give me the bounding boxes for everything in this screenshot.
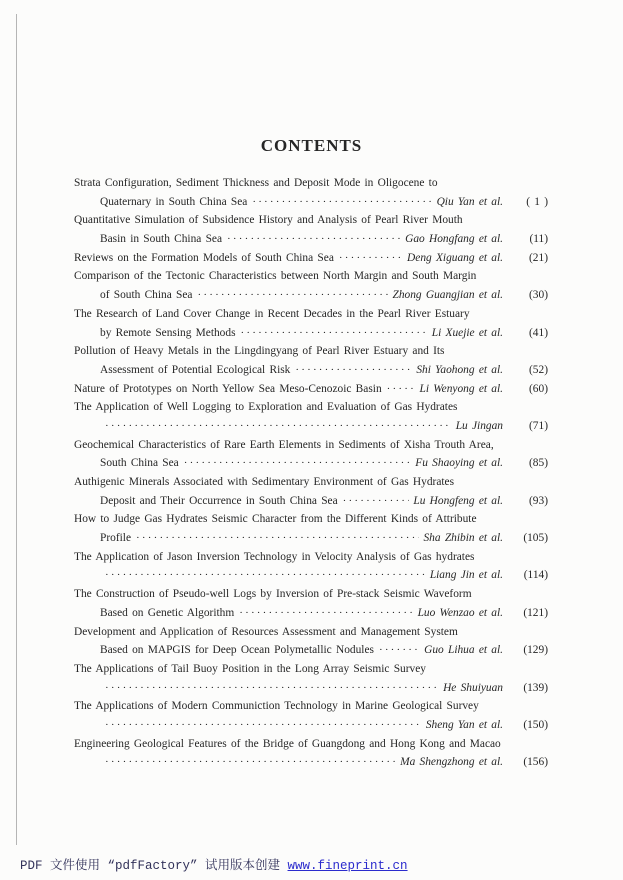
toc-entry-title: Deposit and Their Occurrence in South China Sea: [100, 494, 338, 507]
dot-leader: [343, 495, 410, 507]
toc-entry-author: He Shuiyuan: [443, 681, 503, 694]
toc-line: [74, 327, 548, 346]
toc-entry-author: Lu Hongfeng et al.: [413, 494, 503, 507]
toc-line: [74, 626, 548, 645]
toc-line: [74, 401, 548, 420]
dot-leader: [252, 196, 432, 208]
dot-leader: [184, 457, 412, 469]
toc-entry-title: Quantitative Simulation of Subsidence History and Analysis of Pearl River Mouth: [74, 214, 463, 227]
toc-line: [74, 308, 548, 327]
watermark-text: PDF 文件使用 “pdfFactory” 试用版本创建: [20, 859, 288, 873]
toc-entry-author: Qiu Yan et al.: [436, 195, 503, 208]
toc-line: [74, 420, 548, 439]
toc-entry-page: (21): [529, 251, 548, 264]
dot-leader: [105, 569, 426, 581]
dot-leader: [387, 383, 416, 395]
dot-leader: [241, 327, 428, 339]
toc-line: [74, 345, 548, 364]
fineprint-link[interactable]: www.fineprint.cn: [287, 859, 408, 873]
toc-line: [74, 663, 548, 682]
toc-entry-page: (93): [529, 494, 548, 507]
toc-entry-title: How to Judge Gas Hydrates Seismic Character from the Different Kinds of Attribute: [74, 513, 477, 526]
toc-entry-author: Zhong Guangjian et al.: [392, 289, 503, 302]
dot-leader: [379, 644, 420, 656]
toc-entry-page: (121): [523, 606, 548, 619]
toc-entry-title: Based on MAPGIS for Deep Ocean Polymetallic Nodules: [100, 644, 374, 657]
dot-leader: [227, 233, 401, 245]
toc-entry-author: Deng Xiguang et al.: [407, 251, 503, 264]
toc-entry-title: The Applications of Tail Buoy Position in the Long Array Seismic Survey: [74, 662, 426, 675]
dot-leader: [105, 719, 422, 731]
toc-entry-title: of South China Sea: [100, 289, 193, 302]
dot-leader: [339, 252, 403, 264]
toc-entry-title: Comparison of the Tectonic Characteristics between North Margin and South Margin: [74, 270, 477, 283]
toc-entry-title: Based on Genetic Algorithm: [100, 606, 235, 619]
toc-entry-title: Basin in South China Sea: [100, 233, 223, 246]
toc-entry-page: (41): [529, 326, 548, 339]
toc-entry-title: Nature of Prototypes on North Yellow Sea Meso-Cenozoic Basin: [74, 382, 382, 395]
toc-entry-page: (52): [529, 363, 548, 376]
toc-entry-title: Strata Configuration, Sediment Thickness and Deposit Mode in Oligocene to: [74, 177, 438, 189]
toc-line: [74, 214, 548, 233]
toc-line: [74, 682, 548, 701]
toc-line: [74, 513, 548, 532]
toc-line: [74, 233, 548, 252]
toc-entry-author: Liang Jin et al.: [429, 569, 503, 582]
dot-leader: [197, 289, 388, 301]
toc-entry-page: (105): [523, 532, 548, 545]
dot-leader: [295, 364, 412, 376]
toc-entry-page: (71): [529, 419, 548, 432]
toc-entry-author: Li Xuejie et al.: [431, 326, 503, 339]
toc-entry-page: ( 1 ): [526, 195, 548, 208]
toc-entry-title: Engineering Geological Features of the Bridge of Guangdong and Hong Kong and Macao: [74, 737, 501, 750]
toc-line: [74, 738, 548, 757]
toc-entry-title: The Applications of Modern Communiction Technology in Marine Geological Survey: [74, 700, 479, 713]
toc-entry-author: Sha Zhibin et al.: [423, 532, 503, 545]
toc-line: [74, 289, 548, 308]
toc-entry-page: (139): [523, 681, 548, 694]
dot-leader: [239, 607, 413, 619]
toc-line: [74, 495, 548, 514]
toc-entry-author: Sheng Yan et al.: [425, 718, 503, 731]
toc-entry-title: Profile: [100, 532, 132, 545]
toc-line: [74, 383, 548, 402]
toc-entry-author: Gao Hongfang et al.: [405, 233, 503, 246]
toc-line: [74, 476, 548, 495]
pdf-watermark-footer: [20, 855, 408, 873]
toc-entry-author: Luo Wenzao et al.: [417, 606, 503, 619]
toc-line: [74, 588, 548, 607]
toc-entry-page: (150): [523, 718, 548, 731]
toc-line: [74, 177, 548, 196]
toc-entry-title: by Remote Sensing Methods: [100, 326, 236, 339]
toc-entry-title: Authigenic Minerals Associated with Sedimentary Environment of Gas Hydrates: [74, 476, 455, 488]
toc-line: [74, 196, 548, 215]
toc-entry-title: Reviews on the Formation Models of South China Sea: [74, 251, 334, 264]
toc-entry-page: (11): [529, 233, 548, 246]
toc-line: [74, 607, 548, 626]
toc-entry-title: The Application of Jason Inversion Technology in Velocity Analysis of Gas hydrates: [74, 550, 475, 563]
toc-entry-author: Shi Yaohong et al.: [416, 363, 503, 376]
toc-entry-page: (60): [529, 382, 548, 395]
toc-line: [74, 756, 548, 775]
toc-line: [74, 700, 548, 719]
toc-line: [74, 270, 548, 289]
toc-entry-author: Ma Shengzhong et al.: [400, 756, 503, 769]
toc-entry-author: Fu Shaoying et al.: [415, 457, 503, 470]
toc-line: [74, 644, 548, 663]
toc-entry-title: Assessment of Potential Ecological Risk: [100, 363, 291, 376]
toc-entry-author: Guo Lihua et al.: [424, 644, 503, 657]
toc-entry-author: Lu Jingan: [455, 419, 503, 432]
toc-entry-page: (114): [523, 569, 548, 582]
dot-leader: [105, 420, 452, 432]
toc-entry-author: Li Wenyong et al.: [419, 382, 503, 395]
toc-entry-title: Quaternary in South China Sea: [100, 195, 248, 208]
toc-line: [74, 569, 548, 588]
page-title: CONTENTS: [260, 136, 363, 155]
toc-entry-page: (156): [523, 756, 548, 769]
toc-entry-title: Pollution of Heavy Metals in the Lingdingyang of Pearl River Estuary and Its: [74, 345, 445, 358]
toc-entry-page: (30): [529, 289, 548, 302]
dot-leader: [136, 532, 419, 544]
toc-line: [74, 457, 548, 476]
toc-line: [74, 439, 548, 458]
dot-leader: [105, 682, 439, 694]
toc-line: [74, 551, 548, 570]
toc-entry-title: South China Sea: [100, 457, 179, 470]
toc-entry-title: Development and Application of Resources Assessment and Management System: [74, 625, 458, 638]
toc-line: [74, 364, 548, 383]
toc-line: [74, 532, 548, 551]
toc-entry-title: Geochemical Characteristics of Rare Earth Elements in Sediments of Xisha Trouth Area,: [74, 438, 494, 451]
toc-entry-title: The Research of Land Cover Change in Recent Decades in the Pearl River Estuary: [74, 307, 470, 320]
toc-entry-page: (85): [529, 457, 548, 470]
toc-line: [74, 719, 548, 738]
table-of-contents: [74, 177, 548, 775]
toc-entry-title: The Application of Well Logging to Exploration and Evaluation of Gas Hydrates: [74, 401, 458, 414]
toc-entry-title: The Construction of Pseudo-well Logs by Inversion of Pre-stack Seismic Waveform: [74, 588, 472, 601]
toc-entry-page: (129): [523, 644, 548, 657]
dot-leader: [105, 756, 396, 768]
toc-line: [74, 252, 548, 271]
